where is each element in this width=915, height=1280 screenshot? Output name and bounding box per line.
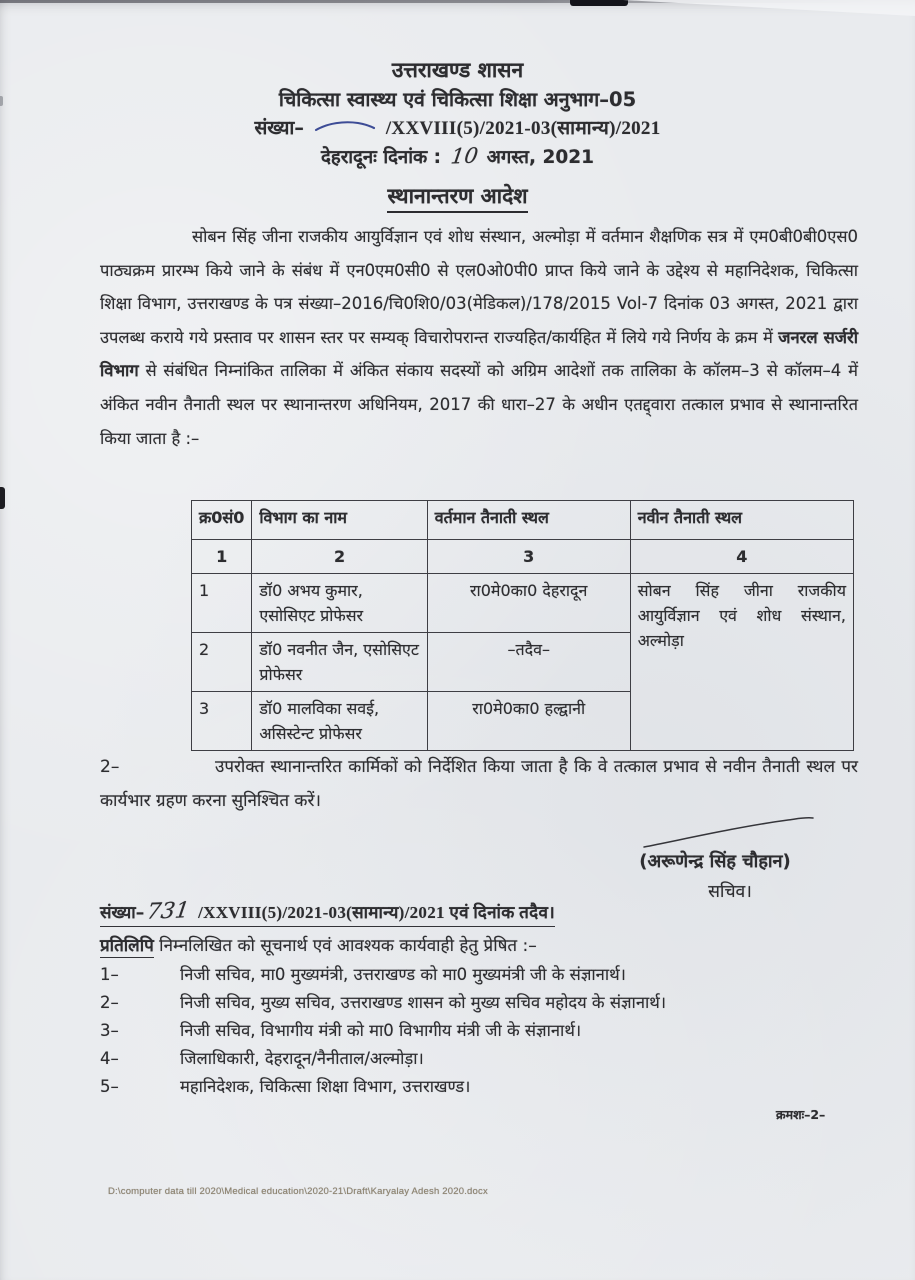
col-number-2: 2 <box>252 540 427 574</box>
directive-text: उपरोक्त स्थानान्तरित कार्मिकों को निर्देशित किया जाता है कि वे तत्काल प्रभाव से नवीन तैनाती स्थल पर कार्यभार ग्रहण करना सुनिश्चित करें। <box>100 757 858 811</box>
handwritten-dash-stroke-icon <box>314 115 376 142</box>
department-section-line: चिकित्सा स्वास्थ्य एवं चिकित्सा शिक्षा अनुभाग–05 <box>278 88 637 111</box>
col-header-name: विभाग का नाम <box>252 501 427 540</box>
col-header-serial: क्र0सं0 <box>192 501 252 540</box>
list-item <box>100 1018 860 1046</box>
item-number: 2– <box>100 993 119 1012</box>
body-text-pre: सोबन सिंह जीना राजकीय आयुर्विज्ञान एवं शोध संस्थान, अल्मोड़ा में वर्तमान शैक्षणिक सत्र में एम0बी0बी0एस0 पाठ्यक्रम प्रारम्भ किये जाने के संबंध में एन0एम0सी0 से एल0ओ0पी0 प्राप्त किये जाने के उद्देश्य से महानिदेशक, चिकित्सा शिक्षा विभाग, उत्तराखण्ड के पत्र संख्या–2016/चि0शि0/03(मेडिकल)/178/2015 Vol-7 दिनांक 03 अगस्त, 2021 द्वारा उपलब्ध कराये गये प्रस्ताव पर शासन स्तर पर सम्यक् विचारोपरान्त राज्यहित/कार्यहित में लिये गये निर्णय के क्रम में <box>100 227 858 347</box>
item-text: निजी सचिव, मा0 मुख्यमंत्री, उत्तराखण्ड को मा0 मुख्यमंत्री जी के संज्ञानार्थ। <box>180 965 626 984</box>
item-text: निजी सचिव, मुख्य सचिव, उत्तराखण्ड शासन को मुख्य सचिव महोदय के संज्ञानार्थ। <box>180 993 667 1012</box>
row3-serial: 3 <box>192 692 252 751</box>
handwritten-endorsement-number: 731 <box>145 898 192 925</box>
item-text: जिलाधिकारी, देहरादून/नैनीताल/अल्मोड़ा। <box>180 1049 424 1068</box>
col-header-current-posting: वर्तमान तैनाती स्थल <box>427 501 630 540</box>
list-item <box>100 1074 860 1102</box>
directive-paragraph <box>100 750 858 818</box>
table-row <box>192 574 854 633</box>
row2-current-posting: –तदैव– <box>427 633 630 692</box>
col-number-1: 1 <box>192 540 252 574</box>
item-text: महानिदेशक, चिकित्सा शिक्षा विभाग, उत्तराखण्ड। <box>180 1077 471 1096</box>
scan-top-black-mark <box>570 0 628 6</box>
copy-text: निम्नलिखित को सूचनार्थ एवं आवश्यक कार्यवाही हेतु प्रेषित :– <box>159 936 537 956</box>
letter-number-value: /XXVIII(5)/2021-03(सामान्य)/2021 <box>385 118 661 139</box>
endorsement-number-prefix: संख्या– <box>100 903 145 923</box>
col-number-3: 3 <box>427 540 630 574</box>
row3-name: डॉ0 मालविका सवई, असिस्टेन्ट प्रोफेसर <box>252 692 427 751</box>
paragraph-number: 2– <box>100 757 120 777</box>
order-title: स्थानान्तरण आदेश <box>387 184 527 213</box>
copy-to-line <box>100 933 537 956</box>
row2-name: डॉ0 नवनीत जैन, एसोसिएट प्रोफेसर <box>252 633 427 692</box>
signatory-designation: सचिव। <box>708 882 752 902</box>
transfer-table <box>191 500 854 751</box>
list-item <box>100 990 860 1018</box>
col-number-4: 4 <box>630 540 853 574</box>
date-rest: अगस्त, 2021 <box>486 147 594 168</box>
document-letterhead <box>0 57 915 171</box>
col-header-new-posting: नवीन तैनाती स्थल <box>630 501 853 540</box>
row1-name: डॉ0 अभय कुमार, एसोसिएट प्रोफेसर <box>252 574 427 633</box>
item-number: 5– <box>100 1077 119 1096</box>
scan-left-edge-mark <box>0 487 5 509</box>
row1-current-posting: रा0मे0का0 देहरादून <box>427 574 630 633</box>
row2-serial: 2 <box>192 633 252 692</box>
table-column-number-row <box>192 540 854 574</box>
letter-number-line <box>0 115 915 142</box>
letter-number-prefix: संख्या– <box>254 117 304 139</box>
government-name: उत्तराखण्ड शासन <box>391 58 524 82</box>
scan-page-corner-wedge <box>623 0 915 16</box>
endorsement-number-value: /XXVIII(5)/2021-03(सामान्य)/2021 एवं दिनांक तदैव। <box>198 903 555 922</box>
place-date-prefix: देहरादूनः दिनांक : <box>321 147 442 168</box>
order-title-wrap <box>0 182 915 210</box>
place-date-line <box>0 143 915 171</box>
copy-recipient-list <box>100 962 860 1102</box>
list-item <box>100 962 860 990</box>
item-number: 3– <box>100 1021 119 1040</box>
table-header-row <box>192 501 854 540</box>
continuation-marker: क्रमशः–2– <box>776 1107 826 1122</box>
copy-label: प्रतिलिपि <box>100 936 154 956</box>
merged-new-posting-cell: सोबन सिंह जीना राजकीय आयुर्विज्ञान एवं शोध संस्थान, अल्मोड़ा <box>630 574 853 751</box>
item-number: 1– <box>100 965 119 984</box>
footer-file-path: D:\computer data till 2020\Medical education\2020-21\Draft\Karyalay Adesh 2020.docx <box>108 1186 488 1197</box>
signatory-name: (अरूणेन्द्र सिंह चौहान) <box>639 851 791 872</box>
handwritten-date-value: 10 <box>448 143 480 169</box>
row1-serial: 1 <box>192 574 252 633</box>
body-text-post: से संबंधित निम्नांकित तालिका में अंकित संकाय सदस्यों को अग्रिम आदेशों तक तालिका के कॉलम–3 से कॉलम–4 में अंकित नवीन तैनाती स्थल पर स्थानान्तरण अधिनियम, 2017 की धारा–27 के अधीन एतद्द्वारा तत्काल प्रभाव से स्थानान्तरित किया जाता है :– <box>100 361 858 448</box>
body-text-bold-department: जनरल सर्जरी विभाग <box>100 327 858 381</box>
item-text: निजी सचिव, विभागीय मंत्री को मा0 विभागीय मंत्री जी के संज्ञानार्थ। <box>180 1021 582 1040</box>
order-body-paragraph <box>100 220 858 455</box>
row3-current-posting: रा0मे0का0 हल्द्वानी <box>427 692 630 751</box>
endorsement-number-line <box>100 899 555 927</box>
item-number: 4– <box>100 1049 119 1068</box>
list-item <box>100 1046 860 1074</box>
